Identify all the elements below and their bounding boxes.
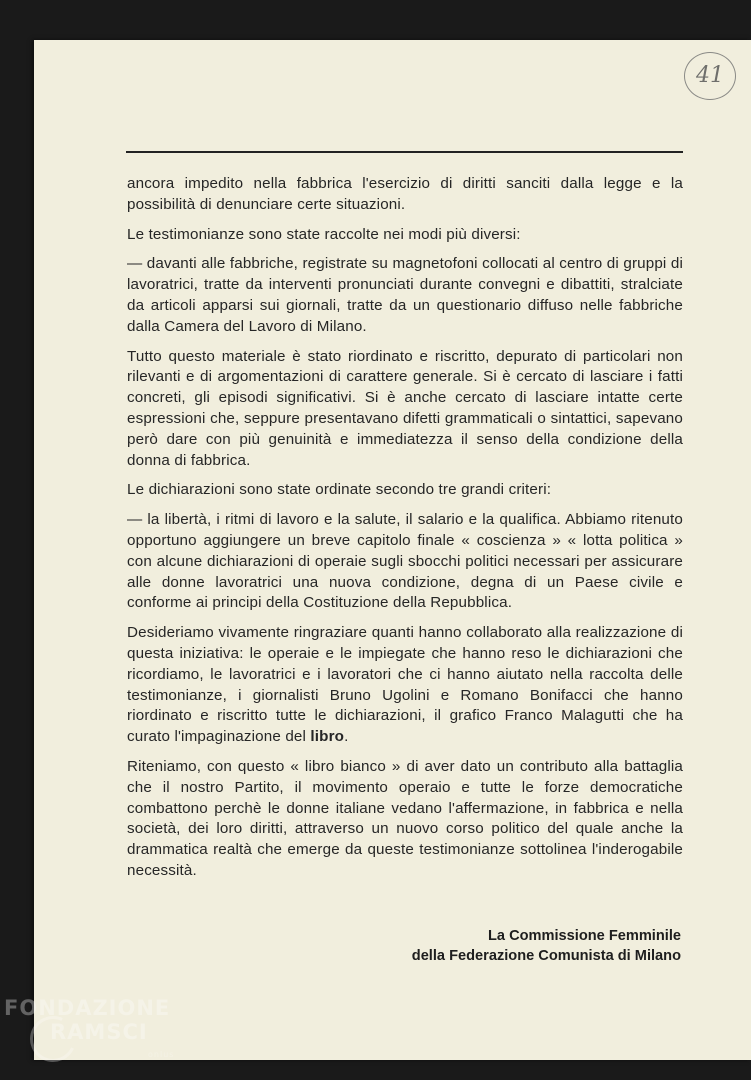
paragraph-1: ancora impedito nella fabbrica l'esercizio di diritti sanciti dalla legge e la possibilità di denunciare certe situazioni. xyxy=(127,175,683,213)
paragraph-7 xyxy=(127,623,683,748)
paragraph-5: Le dichiarazioni sono state ordinate secondo tre grandi criteri: xyxy=(127,481,552,499)
paragraph-8: Riteniamo, con questo « libro bianco » di aver dato un contributo alla battaglia che il nostro Partito, il movimento operaio e tutte le forze democratiche combattono perchè le donne italiane vedano l'affermazione, in fabbrica e nella società, dei loro diritti, attraverso un nuovo corso politico del quale anche la drammatica realtà che emerge da queste testimonianze sottolinea l'inderogabile necessità. xyxy=(127,757,683,879)
paragraph-6: — la libertà, i ritmi di lavoro e la salute, il salario e la qualifica. Abbiamo ritenuto opportuno aggiungere un breve capitolo finale « coscienza » « lotta politica » con alcune dichiarazioni di operaie sugli sbocchi politici necessari per assicurare alle donne lavoratrici una nuova condizione, degna di un Paese civile e conforme ai principi della Costituzione della Repubblica. xyxy=(127,511,683,612)
watermark-line-2: RAMSCI xyxy=(50,1020,148,1044)
watermark-onlus: onlus xyxy=(148,1050,175,1059)
watermark xyxy=(4,996,170,1044)
watermark-line-1: FONDAZIONE xyxy=(4,996,171,1020)
signature-block xyxy=(412,926,681,966)
paragraph-7-end: . xyxy=(344,728,349,746)
paragraph-7-text: Desideriamo vivamente ringraziare quanti hanno collaborato alla realizzazione di questa iniziativa: le operaie e le impiegate che hanno reso le dichiarazioni che ricordiamo, le lavoratrici e i lavoratori che ci hanno aiutato nella raccolta delle testimonianze, i giornalisti Bruno Ugolini e Romano Bonifacci che hanno riordinato e riscritto tutte le dichiarazioni, il grafico Franco Malagutti che ha curato l'impaginazione del xyxy=(127,624,683,746)
handwritten-page-number: 41 xyxy=(684,52,736,100)
signature-line-2: della Federazione Comunista di Milano xyxy=(411,948,681,964)
paragraph-3: — davanti alle fabbriche, registrate su magnetofoni collocati al centro di gruppi di lavoratrici, tratte da interventi pronunciati durante convegni e dibattiti, stralciate da articoli apparsi sui giornali, tratte da un questionario diffuso nelle fabbriche dalla Camera del Lavoro di Milano. xyxy=(127,255,683,335)
body-text xyxy=(127,174,683,891)
signature-line-1: La Commissione Femminile xyxy=(487,928,681,944)
paragraph-7-bold-word: libro xyxy=(310,728,345,746)
paragraph-2: Le testimonianze sono state raccolte nei modi più diversi: xyxy=(127,225,521,243)
header-rule xyxy=(126,151,683,153)
paragraph-4: Tutto questo materiale è stato riordinato e riscritto, depurato di particolari non rilevanti e di argomentazioni di carattere generale. Si è cercato di lasciare i fatti concreti, gli episodi significativi. Si è anche cercato di lasciare intatte certe espressioni che, seppure presentavano difetti grammaticali o sintattici, sapevano però dare con più genuinità e immediatezza il senso della condizione della donna di fabbrica. xyxy=(127,347,683,469)
